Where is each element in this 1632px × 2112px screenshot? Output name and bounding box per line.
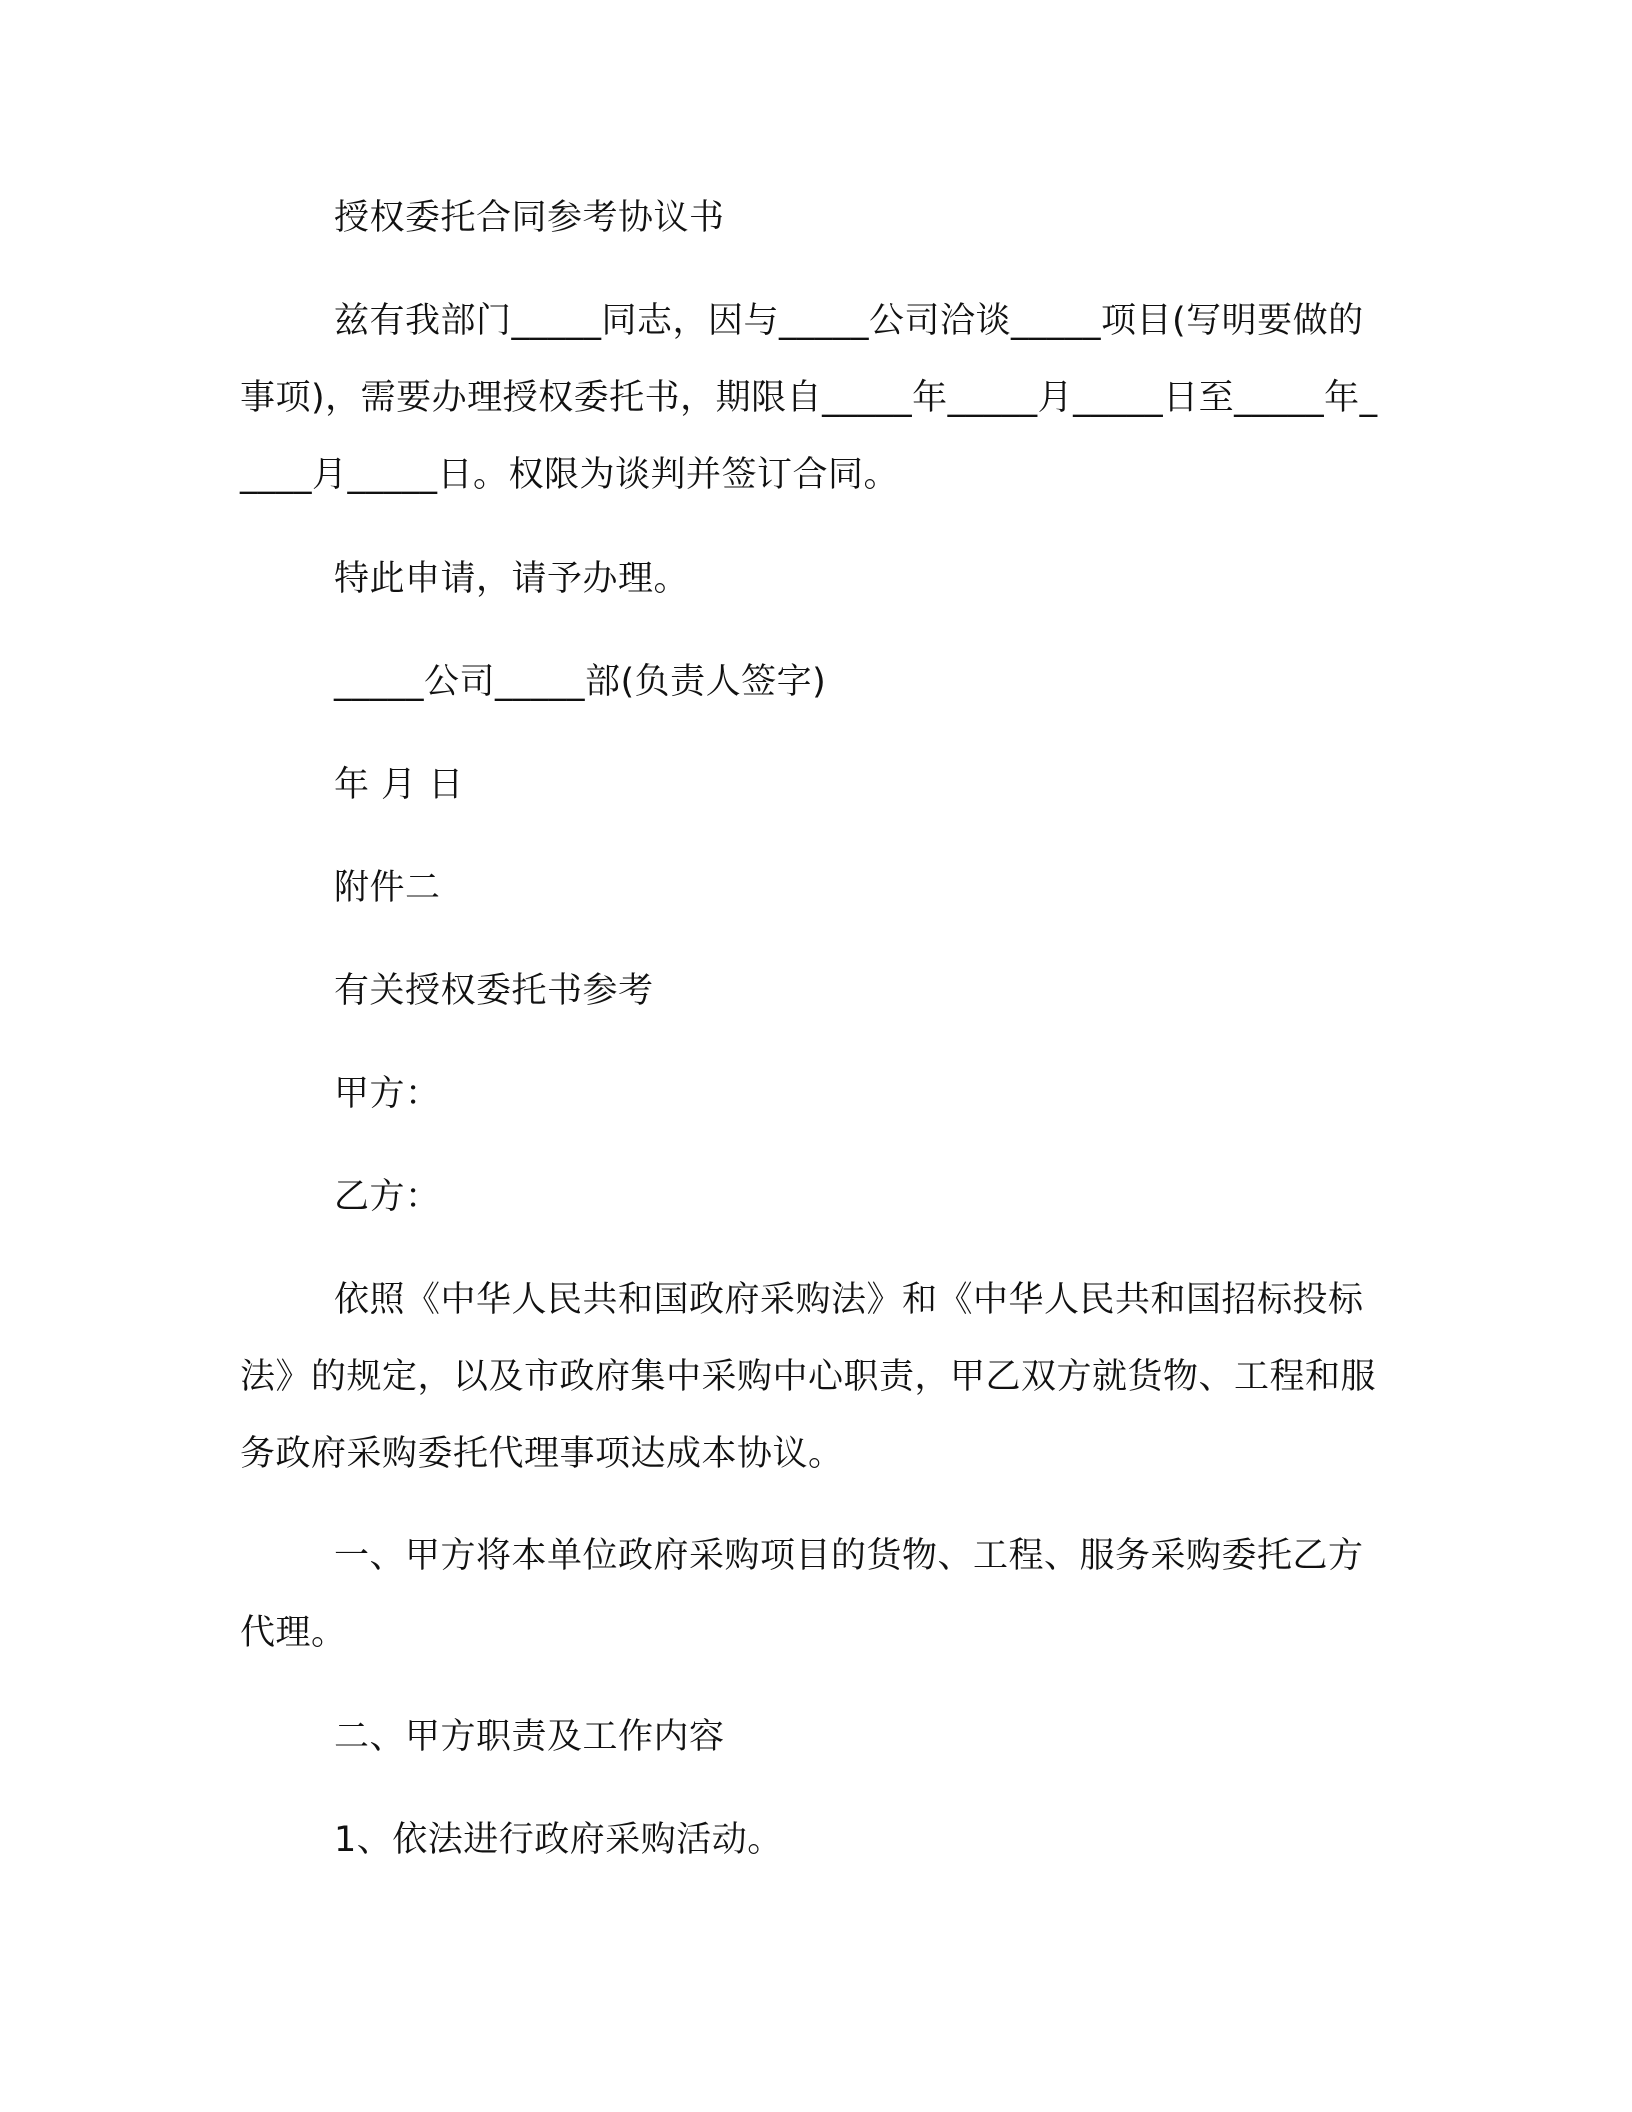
paragraph-section-heading: 有关授权委托书参考 (334, 971, 654, 1011)
paragraph-party-b: 乙方： (334, 1177, 441, 1217)
document-title: 授权委托合同参考协议书 (334, 198, 725, 238)
paragraph-date: 年 月 日 (334, 765, 464, 805)
paragraph-clause-two-heading: 二、甲方职责及工作内容 (334, 1717, 725, 1757)
paragraph-department-signature: _____公司_____部(负责人签字) (334, 662, 827, 702)
paragraph-party-a: 甲方： (334, 1074, 441, 1114)
paragraph-attachment-label: 附件二 (334, 868, 441, 908)
paragraph-authorization-request: 兹有我部门_____同志，因与_____公司洽谈_____项目(写明要做的事项)，需要办理授权委托书，期限自_____年_____月_____日至_____年_____月_____日。权限为谈判并签订合同。 (240, 301, 1378, 495)
paragraph-request-closing: 特此申请，请予办理。 (334, 559, 690, 599)
paragraph-legal-basis: 依照《中华人民共和国政府采购法》和《中华人民共和国招标投标法》的规定，以及市政府集中采购中心职责，甲乙双方就货物、工程和服务政府采购委托代理事项达成本协议。 (240, 1280, 1377, 1474)
paragraph-clause-one: 一、甲方将本单位政府采购项目的货物、工程、服务采购委托乙方代理。 (240, 1536, 1364, 1653)
paragraph-clause-two-item-one: 1、依法进行政府采购活动。 (334, 1820, 783, 1860)
